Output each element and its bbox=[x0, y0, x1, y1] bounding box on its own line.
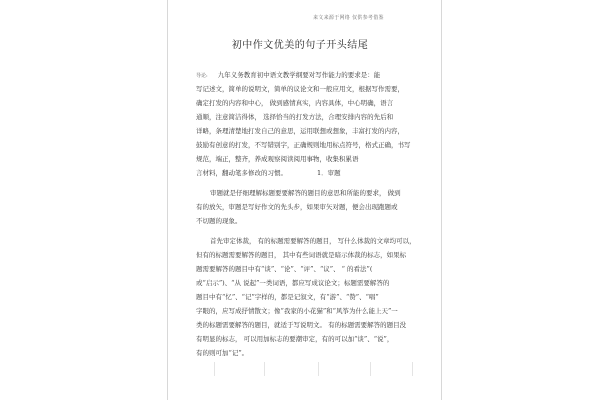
footer-marks bbox=[0, 362, 600, 382]
paragraph3-line-2: 题需要解答的题目中有“谈”、“论”、“评”、“议”、 “ 的看法”( bbox=[196, 265, 373, 273]
document-body bbox=[196, 68, 420, 360]
footer-mark bbox=[412, 362, 413, 376]
paragraph1-last: 言材料，翻动笔多修改的习惯。 bbox=[196, 169, 287, 177]
page-edge-right bbox=[441, 0, 442, 400]
paragraph3-line-4: 题目中有“忆”、“记”字样的，都是记叙文，有“游”、“赞”、“唱” bbox=[196, 293, 379, 301]
paragraph1-line-5: 鼓励有创意的打发，不写错别字，正确规则地用标点符号，格式正确，书写 bbox=[196, 141, 411, 149]
paragraph1-line-7 bbox=[196, 166, 420, 180]
paragraph2-line-2: 不切题的现象。 bbox=[196, 217, 242, 225]
paragraph1-line-0 bbox=[196, 68, 420, 82]
paragraph3-line-6: 类的标题需要解答的题目，就适于写说明文。 有的标题需要解答的题目没 bbox=[196, 321, 407, 329]
intro-label: 导论: bbox=[196, 73, 208, 79]
paragraph2-line-1: 有的放矢，审题是写好作文的先头步，如果审矢对题，便会出现跑题或 bbox=[196, 203, 398, 211]
paragraph3-line-8: 有的则可加“记”。 bbox=[196, 349, 249, 357]
paragraph1-text-0: 九年义务教育初中语文教学纲要对写作能力的要求是：能 bbox=[217, 71, 381, 79]
paragraph3-line-0: 首先审定体裁， 有的标题需要解答的题目， 写什么体裁的文章均可以， bbox=[210, 237, 416, 245]
paragraph1-line-4: 详略，条理清楚地打发自己的意思，运用联想或想象，丰富打发的内容， bbox=[196, 127, 404, 135]
paragraph1-line-3: 通顺，注意简洁得体， 选择恰当的打发方法，合理安排内容的先后和 bbox=[196, 113, 394, 121]
paragraph3-line-5: 字眼的，应写成抒情散文；像“我家的小花猫”和“风筝为什么能上天”一 bbox=[196, 307, 398, 315]
paragraph3-line-7: 有明显的标志， 可以用加标志的要潮审定，有的可以加“谈”、“说”， bbox=[196, 335, 394, 343]
document-title: 初中作文优美的句子开头结尾 bbox=[231, 40, 369, 51]
footer-mark bbox=[214, 362, 215, 376]
paragraph1-line-1: 写记述文，简单的说明文，简单的议论文和一般应用文，根据写作需要， bbox=[196, 85, 404, 93]
paragraph3-line-3: 或“启示”)、“从 说起”一类词语，都应写成议论文；标题需要解答的 bbox=[196, 279, 390, 287]
page-edge-left bbox=[167, 0, 168, 400]
section-heading: 1．审题 bbox=[317, 169, 341, 177]
header-note: 来文来源于网络 仅供参考借鉴 bbox=[313, 15, 384, 21]
paragraph2-line-0: 审题就是仔细理解标题要要解答的题目的意思和所能的要求， 做到 bbox=[210, 189, 401, 197]
footer-mark bbox=[264, 362, 265, 376]
footer-mark bbox=[370, 362, 371, 376]
paragraph3-line-1: 但有的标题需要解答的题目， 其中有些词语就是暗示体裁的标志，如果标 bbox=[196, 251, 407, 259]
paragraph1-line-2: 确定打发的内容和中心， 做到感情真实，内容具体，中心明确，语言 bbox=[196, 99, 394, 107]
paragraph1-line-6: 规范，端正，整齐，养成观察阅读阅用事物，收集积累语 bbox=[196, 155, 359, 163]
footer-mark bbox=[318, 362, 319, 376]
